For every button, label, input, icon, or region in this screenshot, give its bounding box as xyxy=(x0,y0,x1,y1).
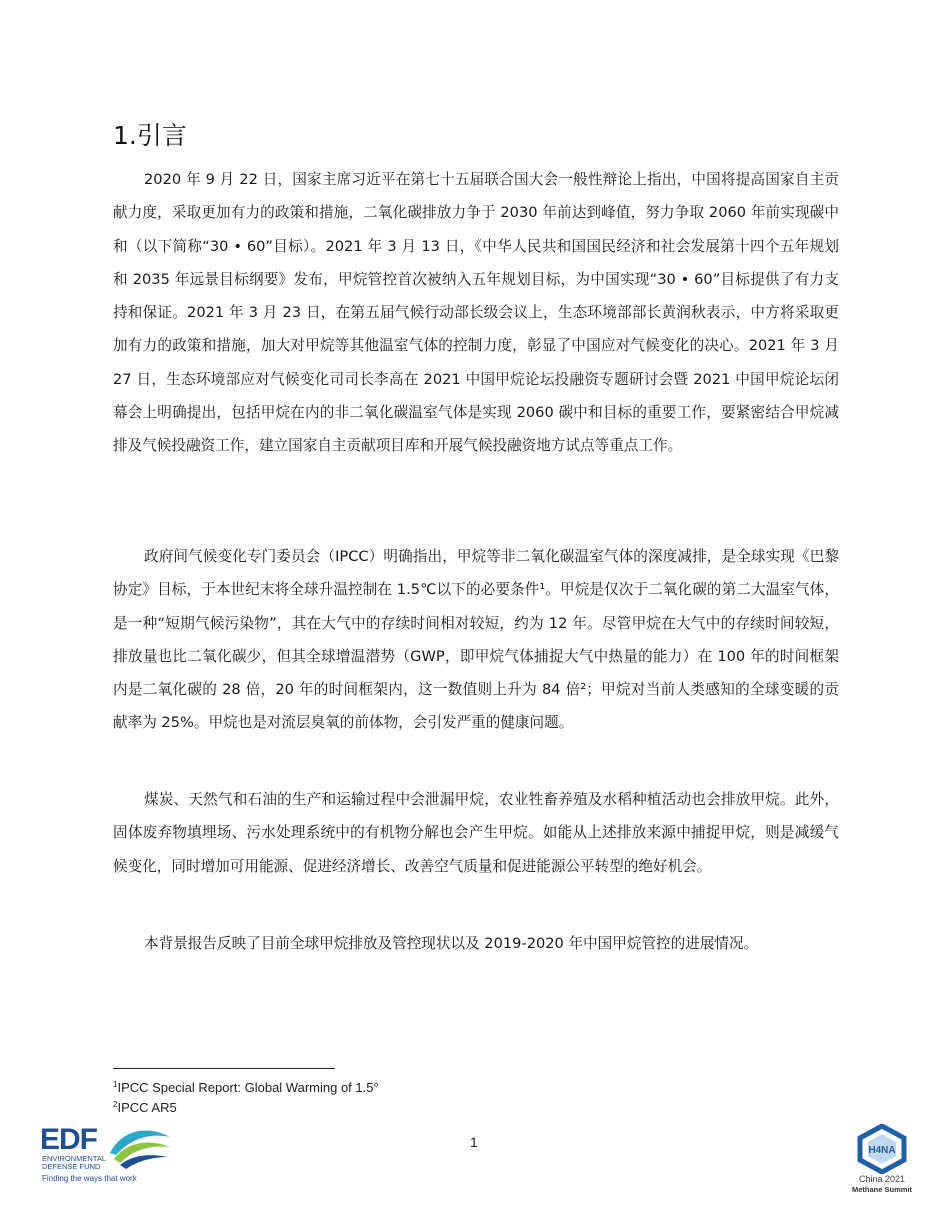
footnote-2-mark: 2 xyxy=(113,1100,118,1109)
summit-logo-year: China 2021 xyxy=(858,1174,906,1184)
footnote-2 xyxy=(113,1100,177,1115)
footnote-2-text: IPCC AR5 xyxy=(117,1100,177,1115)
edf-logo-subtitle: ENVIRONMENTAL DEFENSE FUND xyxy=(42,1154,106,1171)
edf-logo xyxy=(40,1123,175,1188)
edf-logo-letters: EDF xyxy=(40,1123,97,1156)
paragraph-1: 2020 年 9 月 22 日，国家主席习近平在第七十五届联合国大会一般性辩论上指出，中国将提高国家自主贡献力度，采取更加有力的政策和措施，二氧化碳排放力争于 2030 年前达到峰值，努力争取 2060 年前实现碳中和（以下简称“30 • 60”目标）。2021 年 3 月 13 日，《中华人民共和国国民经济和社会发展第十四个五年规划和 2035 年远景目标纲要》发布，甲烷管控首次被纳入五年规划目标，为中国实现“30 • 60”目标提供了有力支持和保证。2021 年 3 月 23 日，在第五届气候行动部长级会议上，生态环境部部长黄润秋表示，中方将采取更加有力的政策和措施，加大对甲烷等其他温室气体的控制力度，彰显了中国应对气候变化的决心。2021 年 3 月 27 日，生态环境部应对气候变化司司长李高在 2021 中国甲烷论坛投融资专题研讨会暨 2021 中国甲烷论坛闭幕会上明确提出，包括甲烷在内的非二氧化碳温室气体是实现 2060 碳中和目标的重要工作，要紧密结合甲烷减排及气候投融资工作，建立国家自主贡献项目库和开展气候投融资地方试点等重点工作。 xyxy=(113,171,839,455)
methane-summit-emblem-icon xyxy=(856,1124,908,1174)
page-number: 1 xyxy=(470,1134,478,1150)
footnote-1-mark: 1 xyxy=(113,1080,118,1089)
edf-logo-tagline: Finding the ways that work xyxy=(42,1174,137,1183)
methane-summit-logo xyxy=(842,1124,922,1214)
paragraph-3: 煤炭、天然气和石油的生产和运输过程中会泄漏甲烷，农业牲畜养殖及水稻种植活动也会排放甲烷。此外，固体废弃物填埋场、污水处理系统中的有机物分解也会产生甲烷。如能从上述排放来源中捕捉甲烷，则是减缓气候变化，同时增加可用能源、促进经济增长、改善空气质量和促进能源公平转型的绝好机会。 xyxy=(113,791,839,875)
paragraph-4: 本背景报告反映了目前全球甲烷排放及管控现状以及 2019-2020 年中国甲烷管控的进展情况。 xyxy=(144,935,759,952)
footnote-1-text: IPCC Special Report: Global Warming of 1.5° xyxy=(117,1080,379,1095)
footnote-divider xyxy=(113,1068,335,1069)
paragraph-2: 政府间气候变化专门委员会（IPCC）明确指出，甲烷等非二氧化碳温室气体的深度减排，是全球实现《巴黎协定》目标，于本世纪末将全球升温控制在 1.5℃以下的必要条件¹。甲烷是仅次于二氧化碳的第二大温室气体，是一种“短期气候污染物”，其在大气中的存续时间相对较短，约为 12 年。尽管甲烷在大气中的存续时间较短，排放量也比二氧化碳少，但其全球增温潜势（GWP，即甲烷气体捕捉大气中热量的能力）在 100 年的时间框架内是二氧化碳的 28 倍，20 年的时间框架内，这一数值则上升为 84 倍²；甲烷对当前人类感知的全球变暖的贡献率为 25%。甲烷也是对流层臭氧的前体物，会引发严重的健康问题。 xyxy=(113,548,839,732)
section-heading: 1.引言 xyxy=(113,121,187,150)
summit-logo-name: Methane Summit xyxy=(851,1185,912,1194)
svg-text:H4NA: H4NA xyxy=(868,1145,896,1156)
footnote-1 xyxy=(113,1080,379,1095)
